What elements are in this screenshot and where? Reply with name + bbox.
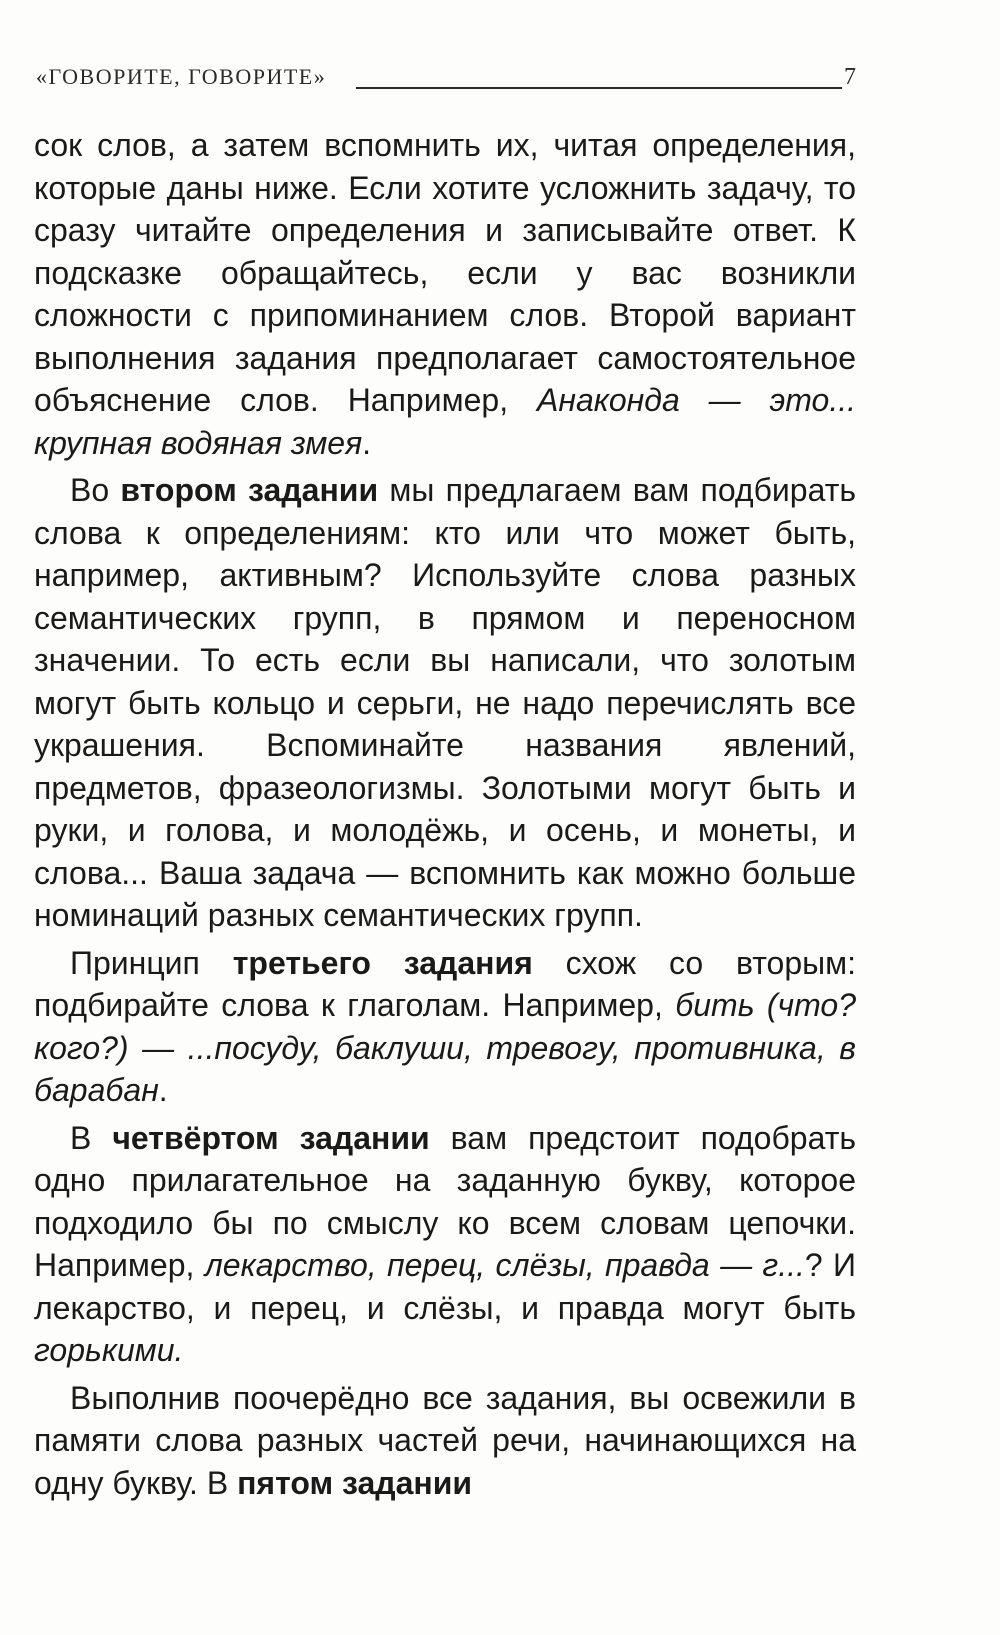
italic-example: Анаконда — это... крупная водяная змея: [34, 382, 857, 461]
paragraph-text: Принцип: [70, 944, 233, 981]
paragraph-4: [34, 1117, 856, 1372]
page-number: 7: [844, 64, 856, 90]
paragraph-text: .: [158, 1072, 168, 1108]
paragraph-text: ? И лекарство, и перец, и слёзы, и правда могут быть: [34, 1247, 857, 1326]
paragraph-text: мы предлагаем вам подбирать слова к определениям: кто или что может быть, например, активным? Используйте слова разных семантических групп, в прямом и переносном значении. То есть если вы написали, что золотым могут быть кольцо и серьги, не надо перечислять все украшения. Вспоминайте названия явлений, предметов, фразеологизмы. Золотыми могут быть и руки, и голова, и молодёжь, и осень, и монеты, и слова... Ваша задача — вспомнить как можно больше номинаций разных семантических групп.: [34, 472, 857, 933]
paragraph-text: вам предстоит подобрать одно прилагательное на заданную букву, которое подходило бы по смыслу ко всем словам цепочки. Например,: [34, 1119, 857, 1283]
paragraph-text: В: [70, 1119, 113, 1156]
bold-task-name: третьего задания: [232, 944, 533, 981]
paragraph-text: Выполнив поочерёдно все задания, вы освежили в памяти слова разных частей речи, начинающихся на одну букву. В: [34, 1379, 856, 1501]
paragraph-text: схож со вторым: подбирайте слова к глаголам. Например,: [34, 944, 857, 1023]
bold-task-name: втором задании: [120, 472, 379, 508]
italic-example: лекарство, перец, слёзы, правда — г...: [204, 1247, 805, 1283]
paragraph-5: [34, 1377, 856, 1505]
running-title: «ГОВОРИТЕ, ГОВОРИТЕ»: [36, 64, 327, 89]
bold-task-name: четвёртом задании: [112, 1119, 430, 1156]
paragraph-text: Во: [70, 472, 121, 508]
paragraph-text: сок слов, а затем вспомнить их, читая определения, которые даны ниже. Если хотите усложнить задачу, то сразу читайте определения и записывайте ответ. К подсказке обращайтесь, если у вас возникли сложности с припоминанием слов. Второй вариант выполнения задания предполагает самостоятельное объяснение слов. Например,: [34, 127, 856, 418]
italic-example: бить (что? кого?) — ...посуду, баклуши, тревогу, противника, в барабан: [34, 987, 857, 1108]
bold-task-name: пятом задании: [237, 1464, 473, 1501]
page-header: [36, 64, 856, 98]
paragraph-text: .: [362, 424, 372, 461]
paragraph-2: [34, 469, 856, 937]
italic-answer: горькими.: [34, 1332, 184, 1368]
paragraph-1: [34, 124, 856, 464]
body-text: [34, 124, 856, 1504]
header-rule: [356, 87, 842, 89]
paragraph-3: [34, 942, 856, 1112]
